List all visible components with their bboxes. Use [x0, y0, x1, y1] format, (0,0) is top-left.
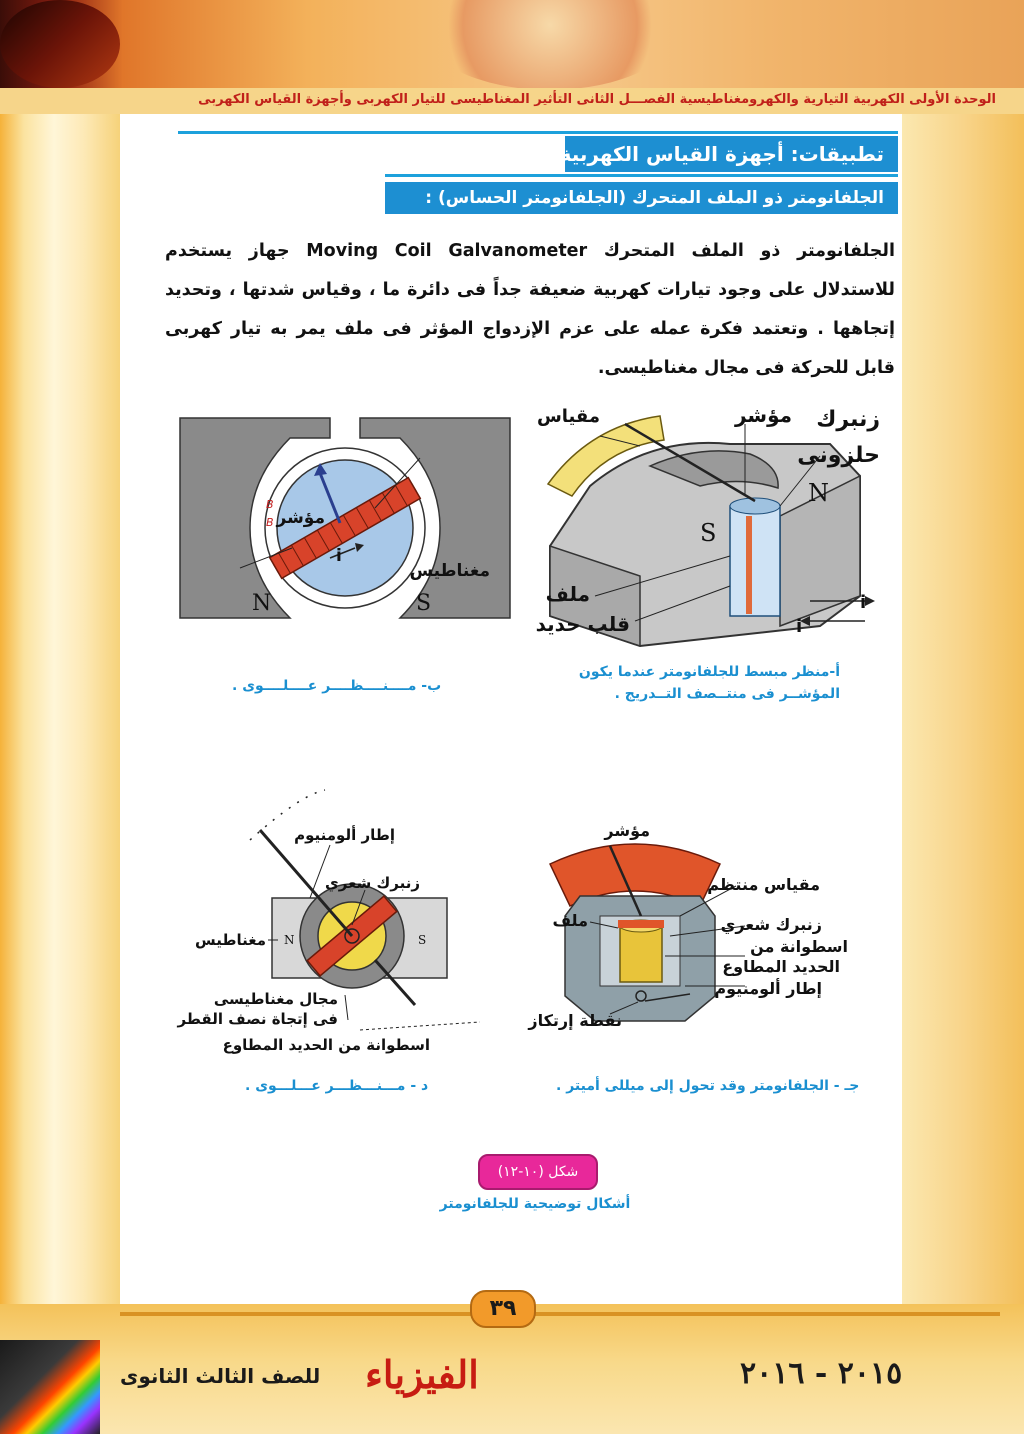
label-spring-2: حلزونى	[797, 443, 880, 468]
left-decorative-strip	[0, 114, 120, 1304]
label-n: N	[252, 591, 272, 616]
label-spring: زنبرك	[816, 407, 880, 432]
label-scale: مقياس منتظم	[707, 875, 820, 894]
body-paragraph: الجلفانومتر ذو الملف المتحرك Moving Coil Galvanometer جهاز يستخدم للاستدلال على وجود تيارات كهربية ضعيفة جداً فى دائرة ما ، وقياس شدتها ، وتحديد إتجاهها . وتعتمد فكرة عمله على عزم الإزدواج المؤثر فى ملف يمر به تيار كهربى قابل للحركة فى مجال مغناطيسى.	[165, 241, 895, 378]
footer-grade: للصف الثالث الثانوى	[120, 1364, 321, 1388]
label-n: N	[808, 479, 829, 507]
label-pointer: مؤشر	[604, 821, 650, 840]
label-s: S	[416, 591, 432, 616]
figure-c-milliammeter	[528, 816, 870, 1036]
top-decorative-banner	[0, 0, 1024, 88]
label-n: N	[284, 933, 295, 947]
banner-corner	[0, 0, 120, 88]
label-magnet: مغناطيس	[195, 931, 266, 949]
label-hair-spring: زنبرك شعري	[720, 915, 822, 934]
label-b-2: B	[266, 516, 274, 529]
breadcrumb: الوحدة الأولى الكهربية التيارية والكهرومغناطيسية الفصـــل الثانى التأثير المغناطيسى للتيار الكهربى وأجهزة القياس الكهربى	[198, 92, 996, 107]
label-field-2: فى إتجاة نصف القطر	[177, 1010, 338, 1028]
label-pointer: مؤشر	[734, 403, 792, 427]
label-coil: ملف	[545, 582, 590, 606]
caption-a-line-1: أ-منظر مبسط للجلفانومتر عندما يكون	[578, 664, 840, 680]
figure-label-badge: شكل (١٠-١٢)	[478, 1154, 598, 1190]
figure-a-galvanometer-3d	[530, 396, 890, 658]
caption-c: جـ - الجلفانومتر وقد تحول إلى ميللى أميتر .	[556, 1078, 860, 1094]
right-decorative-strip	[902, 114, 1024, 1304]
label-field: مجال مغناطيسى	[213, 990, 338, 1008]
label-cylinder: اسطوانة من	[750, 937, 848, 956]
prism-icon	[0, 1340, 100, 1434]
label-cylinder-2: الحديد المطاوع	[722, 957, 840, 976]
label-cylinder: اسطوانة من الحديد المطاوع	[222, 1036, 430, 1054]
subsection-rule	[385, 174, 898, 177]
title-rule	[178, 131, 898, 134]
label-i-bottom: i	[796, 616, 803, 637]
section-title: تطبيقات: أجهزة القياس الكهربية	[565, 136, 898, 172]
label-i-top: i	[860, 592, 867, 613]
label-frame: إطار ألومنيوم	[294, 826, 395, 844]
figure-caption: أشكال توضيحية للجلفانومتر	[439, 1196, 631, 1212]
label-hair-spring: زنبرك شعري	[325, 874, 420, 892]
caption-d: د - مـــنـــظـــر عـــلـــوى .	[245, 1078, 429, 1094]
label-pointer: مؤشر	[276, 508, 325, 528]
label-core: قلب حديد	[535, 612, 630, 636]
label-i: i	[336, 546, 342, 566]
label-b-1: B	[266, 498, 274, 511]
figure-b-top-view	[180, 418, 510, 628]
footer-subject: الفيزياء	[365, 1352, 479, 1397]
footer-year: ٢٠١٥ - ٢٠١٦	[740, 1356, 903, 1391]
caption-a	[560, 664, 840, 702]
label-s: S	[418, 933, 427, 947]
caption-a-line-2: المؤشــر فى منتــصف التــدريج .	[614, 686, 840, 702]
footer-rule	[120, 1312, 1000, 1316]
figure-d-top-view	[177, 790, 500, 1060]
label-magnet: مغناطيس	[409, 561, 490, 581]
label-s: S	[700, 519, 717, 547]
iron-cylinder	[620, 926, 662, 982]
label-scale: مقياس	[536, 406, 600, 427]
subsection-title: الجلفانومتر ذو الملف المتحرك (الجلفانومتر الحساس) :	[385, 182, 898, 214]
page-number: ٣٩	[470, 1290, 536, 1328]
label-coil: ملف	[552, 911, 588, 930]
caption-b: ب- مــــنــــظــــر عــــلــــوى .	[232, 678, 442, 694]
label-frame: إطار ألومنيوم	[714, 979, 822, 998]
banner-flower	[420, 0, 680, 90]
label-pivot: نقطة إرتكاز	[528, 1011, 622, 1030]
coil-cylinder	[730, 506, 780, 616]
coil-winding	[746, 516, 752, 614]
